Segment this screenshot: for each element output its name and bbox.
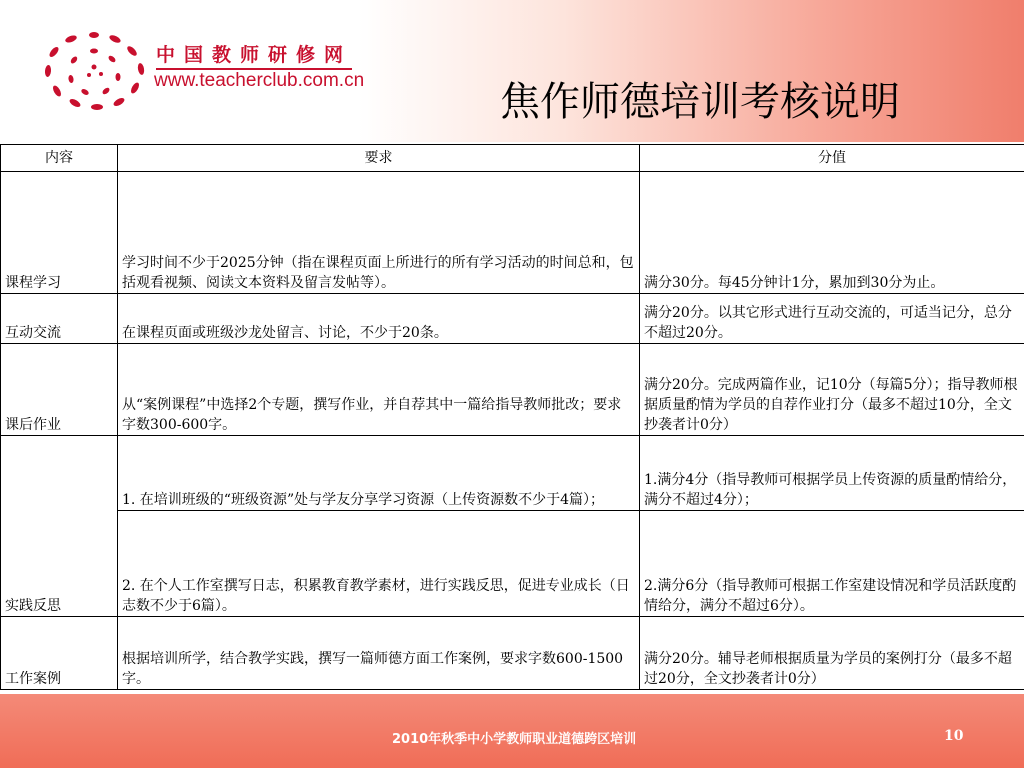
row-score: 2.满分6分（指导教师可根据工作室建设情况和学员活跃度酌情给分，满分不超过6分）。 <box>640 511 1024 617</box>
row-requirement: 学习时间不少于2025分钟（指在课程页面上所进行的所有学习活动的时间总和，包括观看视频、阅读文本资料及留言发帖等）。 <box>118 172 640 294</box>
table-header-row <box>1 145 1024 172</box>
table-row <box>1 172 1024 294</box>
table-row <box>1 294 1024 344</box>
logo-text: 中国教师研修网 <box>156 40 352 70</box>
row-score: 满分20分。完成两篇作业，记10分（每篇5分）；指导教师根据质量酌情为学员的自荐作业打分（最多不超过10分，全文抄袭者计0分） <box>640 344 1024 436</box>
table-row <box>1 436 1024 511</box>
row-score: 满分20分。辅导老师根据质量为学员的案例打分（最多不超过20分，全文抄袭者计0分） <box>640 617 1024 690</box>
row-content: 互动交流 <box>1 294 118 344</box>
assessment-table <box>0 144 1024 690</box>
header-score: 分值 <box>640 145 1024 172</box>
row-requirement: 2. 在个人工作室撰写日志，积累教育教学素材，进行实践反思，促进专业成长（日志数不少于6篇）。 <box>118 511 640 617</box>
row-requirement: 根据培训所学，结合教学实践，撰写一篇师德方面工作案例，要求字数600-1500字。 <box>118 617 640 690</box>
row-requirement: 在课程页面或班级沙龙处留言、讨论，不少于20条。 <box>118 294 640 344</box>
row-content: 课后作业 <box>1 344 118 436</box>
slide-footer <box>0 694 1024 768</box>
row-content: 实践反思 <box>1 436 118 617</box>
logo-url: www.teacherclub.com.cn <box>154 70 365 91</box>
table-row <box>1 617 1024 690</box>
header-requirement: 要求 <box>118 145 640 172</box>
row-score: 满分20分。以其它形式进行互动交流的，可适当记分，总分不超过20分。 <box>640 294 1024 344</box>
row-score: 1.满分4分（指导教师可根据学员上传资源的质量酌情给分，满分不超过4分）； <box>640 436 1024 511</box>
header-content: 内容 <box>1 145 118 172</box>
row-requirement: 1. 在培训班级的“班级资源”处与学友分享学习资源（上传资源数不少于4篇）； <box>118 436 640 511</box>
table-row <box>1 344 1024 436</box>
row-content: 工作案例 <box>1 617 118 690</box>
table-row <box>1 511 1024 617</box>
footer-text: 2010年秋季中小学教师职业道德跨区培训 <box>392 732 637 747</box>
page-number: 10 <box>944 728 964 744</box>
row-content: 课程学习 <box>1 172 118 294</box>
slide-header <box>0 0 1024 142</box>
row-requirement: 从“案例课程”中选择2个专题，撰写作业，并自荐其中一篇给指导教师批改；要求字数300-600字。 <box>118 344 640 436</box>
slide-title: 焦作师德培训考核说明 <box>500 79 900 125</box>
logo-icon <box>35 27 153 113</box>
row-score: 满分30分。每45分钟计1分，累加到30分为止。 <box>640 172 1024 294</box>
